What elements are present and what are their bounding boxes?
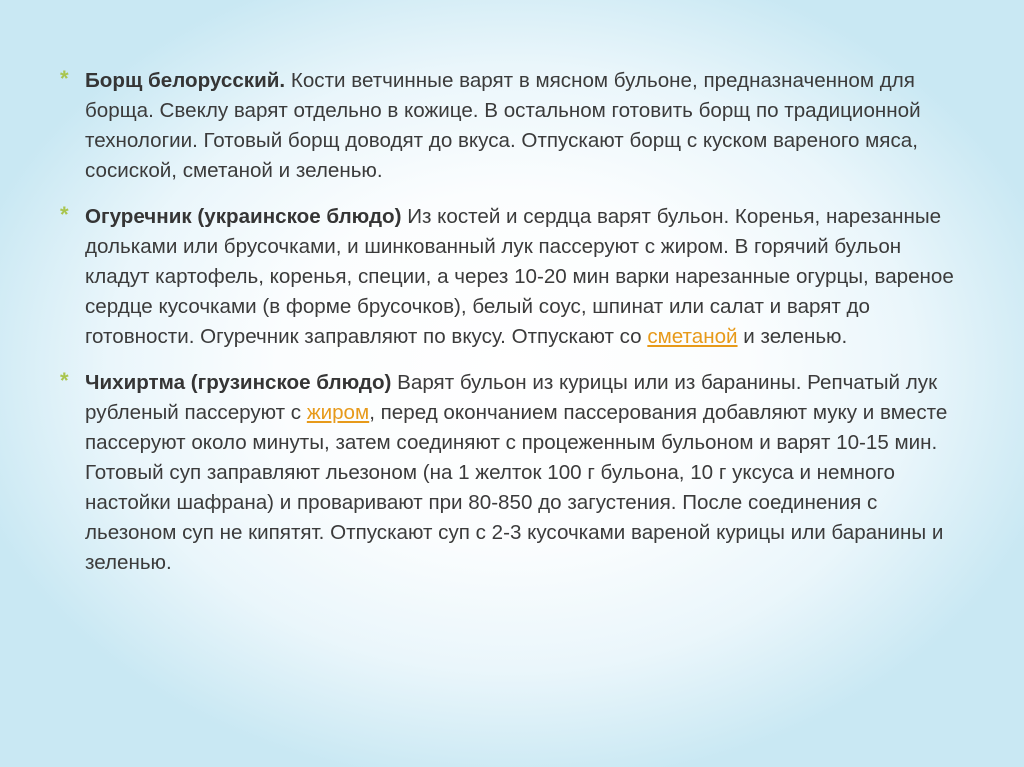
- list-item-chikhirtma: [60, 368, 960, 578]
- item-term: Огуречник (украинское блюдо): [85, 205, 402, 228]
- item-term: Чихиртма (грузинское блюдо): [85, 371, 392, 394]
- item-text: Варят бульон из курицы или из баранины. Репчатый лук рубленый пассеруют с: [85, 371, 938, 424]
- item-text: Кости ветчинные варят в мясном бульоне, предназначенном для борща. Свеклу варят отдельно в кожице. В остальном готовить борщ по традиционной технологии. Готовый борщ доводят до вкуса. Отпускают борщ с куском вареного мяса, сосиской, сметаной и зеленью.: [85, 69, 921, 182]
- link-smetana[interactable]: сметаной: [647, 325, 738, 348]
- item-text-end: и зеленью.: [737, 325, 848, 348]
- item-term: Борщ белорусский.: [85, 69, 286, 92]
- bullet-icon: *: [60, 66, 69, 91]
- link-zhir[interactable]: жиром: [306, 401, 370, 424]
- list-item-ogurechnik: [60, 202, 960, 352]
- bullet-icon: *: [60, 202, 69, 227]
- list-item-borscht: [60, 66, 960, 186]
- bullet-icon: *: [60, 368, 69, 393]
- slide-content: [60, 66, 960, 578]
- item-text-end: , перед окончанием пассерования добавляют муку и вместе пассеруют около минуты, затем соединяют с процеженным бульоном и варят 10-15 мин. Готовый суп заправляют льезоном (на 1 желток 100 г бульона, 10 г уксуса и немного настойки шафрана) и проваривают при 80-850 до загустения. После соединения с льезоном суп не кипятят. Отпускают суп с 2-3 кусочками вареной курицы или баранины и зеленью.: [85, 401, 948, 574]
- item-text: Из костей и сердца варят бульон. Коренья, нарезанные дольками или брусочками, и шинкованный лук пассеруют с жиром. В горячий бульон кладут картофель, коренья, специи, а через 10-20 мин варки нарезанные огурцы, вареное сердце кусочками (в форме брусочков), белый соус, шпинат или салат и варят до готовности. Огуречник заправляют по вкусу. Отпускают со: [85, 205, 954, 348]
